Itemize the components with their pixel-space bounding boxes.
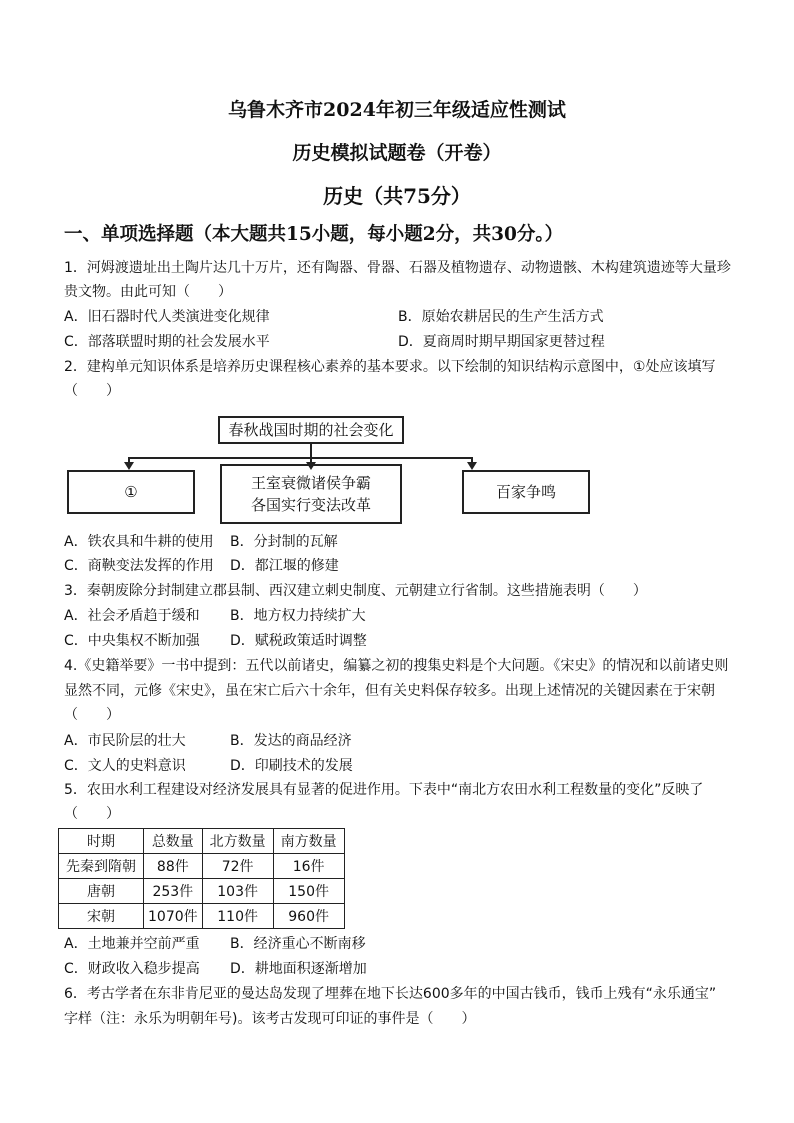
table-header: 北方数量 xyxy=(202,829,273,854)
q3-option-d[interactable]: D．赋税政策适时调整 xyxy=(230,633,367,649)
question-1-stem-cont: 贵文物。由此可知（ ） xyxy=(64,284,232,300)
q3-option-b[interactable]: B．地方权力持续扩大 xyxy=(230,608,366,624)
diagram-connector-vertical xyxy=(310,444,312,458)
q4-option-b[interactable]: B．发达的商品经济 xyxy=(230,733,352,749)
table-row xyxy=(59,879,345,904)
table-row xyxy=(59,854,345,879)
q4-option-a[interactable]: A．市民阶层的壮大 xyxy=(64,733,186,749)
q1-option-a[interactable]: A．旧石器时代人类演进变化规律 xyxy=(64,309,270,325)
table-cell: 先秦到隋朝 xyxy=(59,854,144,879)
question-4-stem: 4.《史籍举要》一书中提到：五代以前诸史，编纂之初的搜集史料是个大问题。《宋史》的情况和以前诸史则 xyxy=(64,658,729,674)
q1-option-c[interactable]: C．部落联盟时期的社会发展水平 xyxy=(64,334,270,350)
question-2-stem-cont: （ ） xyxy=(64,383,120,399)
diagram-top-box: 春秋战国时期的社会变化 xyxy=(218,416,404,444)
question-5-stem: 5．农田水利工程建设对经济发展具有显著的促进作用。下表中“南北方农田水利工程数量的变化”反映了 xyxy=(64,782,704,798)
diagram-left-box: ① xyxy=(67,470,195,514)
irrigation-table xyxy=(58,828,345,929)
table-cell: 960件 xyxy=(273,904,344,929)
question-1-stem: 1．河姆渡遗址出土陶片达几十万片，还有陶器、骨器、石器及植物遗存、动物遗骸、木构建筑遗迹等大量珍 xyxy=(64,260,731,276)
table-cell: 103件 xyxy=(202,879,273,904)
question-3-stem: 3．秦朝废除分封制建立郡县制、西汉建立刺史制度、元朝建立行省制。这些措施表明（ ） xyxy=(64,583,647,599)
table-row xyxy=(59,904,345,929)
question-4-stem-cont2: （ ） xyxy=(64,707,120,723)
exam-title: 乌鲁木齐市2024年初三年级适应性测试 xyxy=(228,99,566,121)
table-header-row xyxy=(59,829,345,854)
table-cell: 唐朝 xyxy=(59,879,144,904)
q1-option-d[interactable]: D．夏商周时期早期国家更替过程 xyxy=(398,334,605,350)
q5-option-a[interactable]: A．土地兼并空前严重 xyxy=(64,936,200,952)
diagram-connector-horizontal xyxy=(128,457,473,459)
diagram-middle-line2: 各国实行变法改革 xyxy=(250,496,371,514)
table-cell: 150件 xyxy=(273,879,344,904)
q5-option-b[interactable]: B．经济重心不断南移 xyxy=(230,936,366,952)
table-cell: 110件 xyxy=(202,904,273,929)
arrow-down-icon xyxy=(124,462,134,470)
knowledge-structure-diagram xyxy=(64,408,604,528)
question-2-stem: 2．建构单元知识体系是培养历史课程核心素养的基本要求。以下绘制的知识结构示意图中，①处应该填写 xyxy=(64,359,716,375)
question-6-stem: 6．考古学者在东非肯尼亚的曼达岛发现了埋葬在地下长达600多年的中国古钱币，钱币上残有“永乐通宝” xyxy=(64,986,717,1002)
q3-option-c[interactable]: C．中央集权不断加强 xyxy=(64,633,200,649)
q2-option-c[interactable]: C．商鞅变法发挥的作用 xyxy=(64,558,214,574)
exam-subject: 历史（共75分） xyxy=(323,184,471,208)
question-4-stem-cont: 显然不同，元修《宋史》，虽在宋亡后六十余年，但有关史料保存较多。出现上述情况的关键因素在于宋朝 xyxy=(64,683,715,699)
table-cell: 72件 xyxy=(202,854,273,879)
exam-subtitle: 历史模拟试题卷（开卷） xyxy=(292,142,502,164)
diagram-right-box: 百家争鸣 xyxy=(462,470,590,514)
question-6-stem-cont: 字样（注：永乐为明朝年号)。该考古发现可印证的事件是（ ） xyxy=(64,1011,476,1027)
table-header: 时期 xyxy=(59,829,144,854)
q4-option-c[interactable]: C．文人的史料意识 xyxy=(64,758,186,774)
q1-option-b[interactable]: B．原始农耕居民的生产生活方式 xyxy=(398,309,604,325)
arrow-down-icon xyxy=(467,462,477,470)
q2-option-b[interactable]: B．分封制的瓦解 xyxy=(230,534,338,550)
q4-option-d[interactable]: D．印刷技术的发展 xyxy=(230,758,353,774)
q5-option-d[interactable]: D．耕地面积逐渐增加 xyxy=(230,961,367,977)
table-header: 南方数量 xyxy=(273,829,344,854)
q3-option-a[interactable]: A．社会矛盾趋于缓和 xyxy=(64,608,200,624)
table-header: 总数量 xyxy=(144,829,203,854)
table-cell: 宋朝 xyxy=(59,904,144,929)
question-5-stem-cont: （ ） xyxy=(64,806,120,822)
table-cell: 1070件 xyxy=(144,904,203,929)
diagram-middle-line1: 王室衰微诸侯争霸 xyxy=(250,474,371,492)
q2-option-d[interactable]: D．都江堰的修建 xyxy=(230,558,339,574)
table-cell: 16件 xyxy=(273,854,344,879)
table-cell: 88件 xyxy=(144,854,203,879)
section-heading: 一、单项选择题（本大题共15小题，每小题2分，共30分。） xyxy=(64,224,564,245)
table-cell: 253件 xyxy=(144,879,203,904)
q2-option-a[interactable]: A．铁农具和牛耕的使用 xyxy=(64,534,214,550)
diagram-middle-box xyxy=(220,464,402,524)
q5-option-c[interactable]: C．财政收入稳步提高 xyxy=(64,961,200,977)
